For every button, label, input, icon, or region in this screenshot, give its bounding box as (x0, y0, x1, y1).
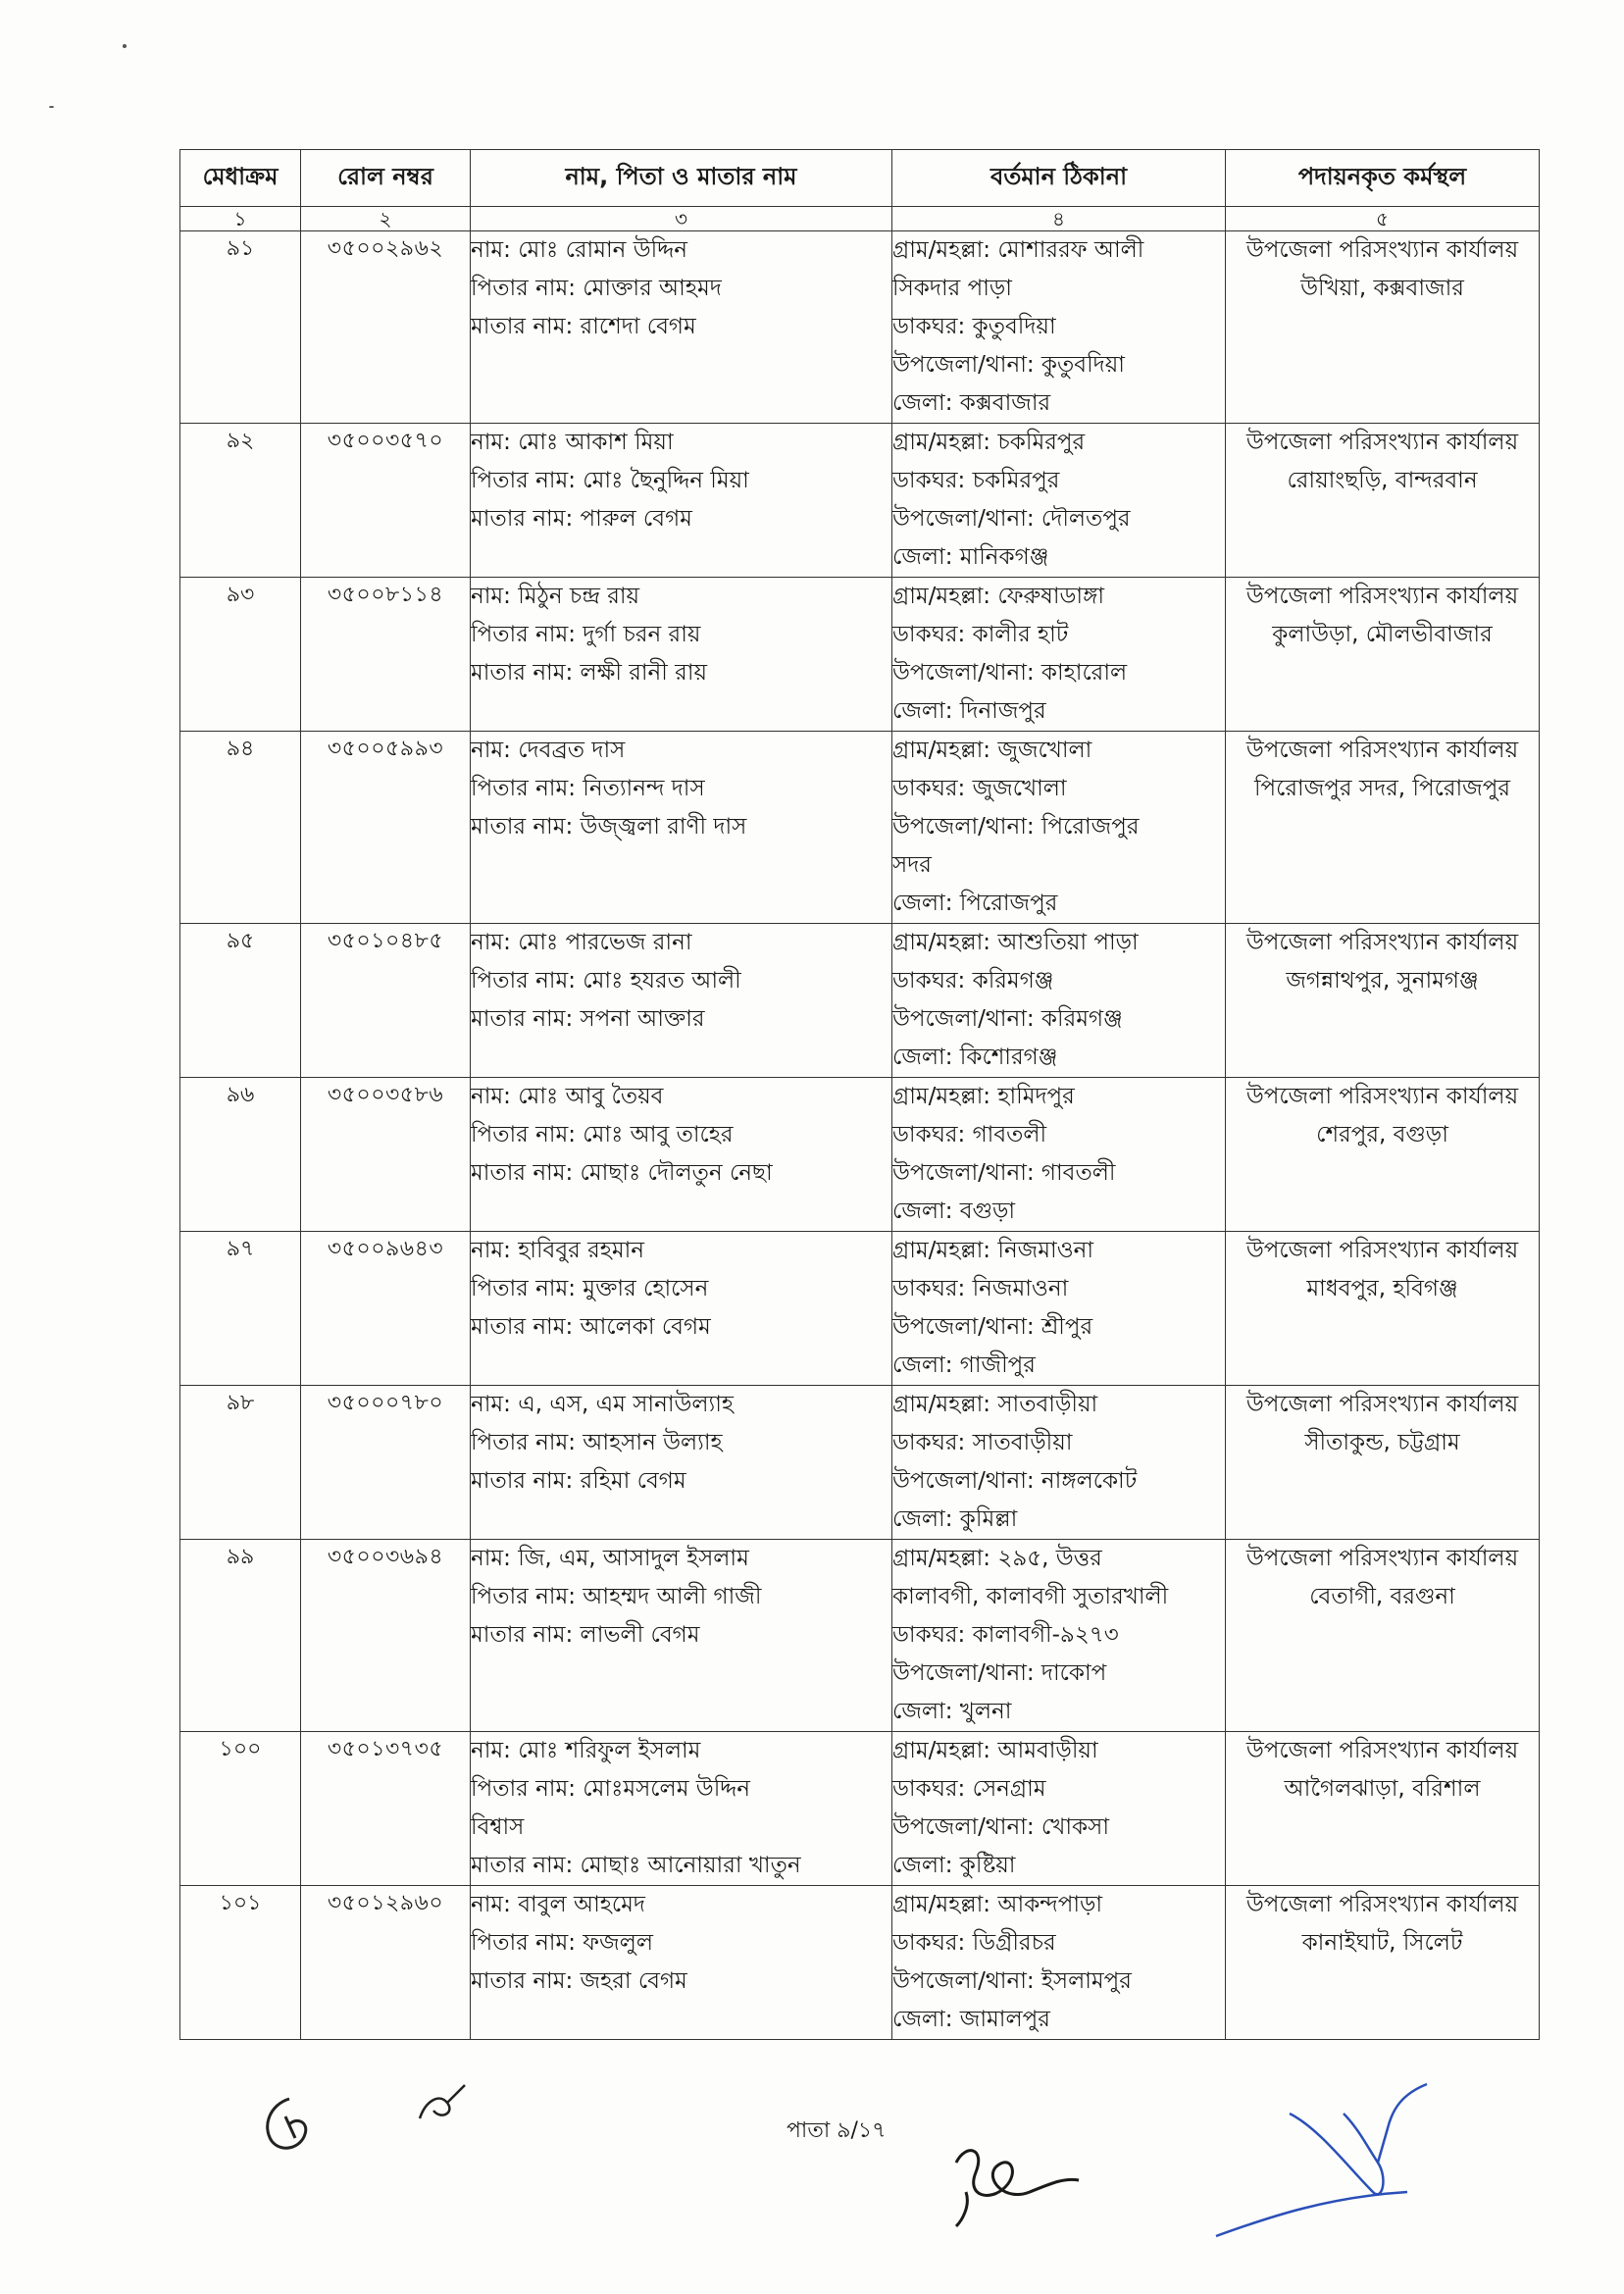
address-line: গ্রাম/মহল্লা: মোশাররফ আলী (892, 237, 1144, 263)
posting-cell (1226, 924, 1540, 1078)
page-number: পাতা ৯/১৭ (787, 2118, 887, 2143)
header-names: নাম, পিতা ও মাতার নাম (471, 150, 892, 207)
table-row (180, 1732, 1540, 1886)
address-line: ডাকঘর: নিজমাওনা (892, 1276, 1069, 1301)
candidate-names-cell (471, 924, 892, 1078)
address-cell (892, 1078, 1226, 1232)
posting-line: উপজেলা পরিসংখ্যান কার্যালয় (1245, 1892, 1519, 1917)
name-line: পিতার নাম: আহম্মদ আলী গাজী (471, 1584, 762, 1609)
column-number: ৪ (892, 207, 1226, 231)
candidate-names-cell (471, 1078, 892, 1232)
merit-number: ৯২ (180, 424, 301, 578)
merit-number: ৯৯ (180, 1540, 301, 1732)
table-row (180, 924, 1540, 1078)
posting-cell (1226, 1232, 1540, 1386)
address-line: ডাকঘর: গাবতলী (892, 1122, 1047, 1147)
posting-line: উপজেলা পরিসংখ্যান কার্যালয় (1245, 1546, 1519, 1571)
posting-line: উপজেলা পরিসংখ্যান কার্যালয় (1245, 1084, 1519, 1109)
address-cell (892, 1386, 1226, 1540)
name-line: নাম: দেবব্রত দাস (471, 738, 626, 763)
address-line: ডাকঘর: চকমিরপুর (892, 468, 1060, 493)
candidate-names-cell (471, 1886, 892, 2040)
table-row (180, 1886, 1540, 2040)
address-line: জেলা: খুলনা (892, 1699, 1012, 1724)
posting-line: উপজেলা পরিসংখ্যান কার্যালয় (1245, 930, 1519, 955)
address-line: গ্রাম/মহল্লা: হামিদপুর (892, 1084, 1075, 1109)
merit-number: ৯৩ (180, 578, 301, 732)
roll-number: ৩৫০০৩৫৭০ (301, 424, 471, 578)
name-line: মাতার নাম: রাশেদা বেগম (471, 314, 696, 339)
posting-cell (1226, 732, 1540, 924)
name-line: মাতার নাম: মোছাঃ আনোয়ারা খাতুন (471, 1853, 801, 1878)
candidate-names-cell (471, 1540, 892, 1732)
table-row (180, 424, 1540, 578)
posting-cell (1226, 1386, 1540, 1540)
address-line: জেলা: মানিকগঞ্জ (892, 544, 1049, 570)
address-line: উপজেলা/থানা: শ্রীপুর (892, 1314, 1093, 1340)
name-line: নাম: মোঃ পারভেজ রানা (471, 930, 692, 955)
address-line: জেলা: বগুড়া (892, 1198, 1016, 1224)
roll-number: ৩৫০০৯৬৪৩ (301, 1232, 471, 1386)
handwritten-initial-left (250, 2087, 338, 2156)
name-line: মাতার নাম: পারুল বেগম (471, 506, 692, 532)
merit-number: ৯৪ (180, 732, 301, 924)
address-cell (892, 231, 1226, 424)
signature-blue (1211, 2069, 1446, 2256)
column-number: ৩ (471, 207, 892, 231)
name-line: মাতার নাম: রহিমা বেগম (471, 1468, 686, 1494)
name-line: মাতার নাম: মোছাঃ দৌলতুন নেছা (471, 1160, 773, 1186)
merit-list-table (179, 149, 1540, 2040)
address-line: গ্রাম/মহল্লা: জুজখোলা (892, 738, 1092, 763)
header-address: বর্তমান ঠিকানা (892, 150, 1226, 207)
posting-line: বেতাগী, বরগুনা (1309, 1584, 1455, 1609)
address-line: সদর (892, 852, 932, 878)
address-line: উপজেলা/থানা: কাহারোল (892, 660, 1128, 686)
posting-line: কুলাউড়া, মৌলভীবাজার (1272, 622, 1493, 647)
roll-number: ৩৫০১৩৭৩৫ (301, 1732, 471, 1886)
table-row (180, 1232, 1540, 1386)
address-line: উপজেলা/থানা: পিরোজপুর (892, 814, 1140, 840)
address-line: ডাকঘর: জুজখোলা (892, 776, 1067, 801)
posting-line: উপজেলা পরিসংখ্যান কার্যালয় (1245, 584, 1519, 609)
name-line: মাতার নাম: লক্ষী রানী রায় (471, 660, 708, 686)
table-header-row (180, 150, 1540, 207)
name-line: পিতার নাম: মোঃ হযরত আলী (471, 968, 741, 994)
address-line: ডাকঘর: কুতুবদিয়া (892, 314, 1056, 339)
address-line: গ্রাম/মহল্লা: নিজমাওনা (892, 1238, 1094, 1263)
address-line: জেলা: কিশোরগঞ্জ (892, 1045, 1058, 1070)
address-line: গ্রাম/মহল্লা: ফেরুষাডাঙ্গা (892, 584, 1105, 609)
posting-line: সীতাকুন্ড, চট্টগ্রাম (1304, 1430, 1460, 1455)
name-line: নাম: মোঃ রোমান উদ্দিন (471, 237, 687, 263)
name-line: পিতার নাম: মোঃ ছৈনুদ্দিন মিয়া (471, 468, 749, 493)
table-row (180, 1386, 1540, 1540)
posting-cell (1226, 1886, 1540, 2040)
address-line: গ্রাম/মহল্লা: আকন্দপাড়া (892, 1892, 1103, 1917)
table-row (180, 732, 1540, 924)
address-line: উপজেলা/থানা: খোকসা (892, 1814, 1109, 1840)
posting-cell (1226, 424, 1540, 578)
address-line: উপজেলা/থানা: দৌলতপুর (892, 506, 1131, 532)
name-line: নাম: মোঃ আবু তৈয়ব (471, 1084, 664, 1109)
address-line: জেলা: গাজীপুর (892, 1352, 1036, 1378)
name-line: মাতার নাম: আলেকা বেগম (471, 1314, 711, 1340)
address-line: সিকদার পাড়া (892, 276, 1012, 301)
posting-line: উপজেলা পরিসংখ্যান কার্যালয় (1245, 1392, 1519, 1417)
name-line: নাম: হাবিবুর রহমান (471, 1238, 645, 1263)
address-line: ডাকঘর: কালীর হাট (892, 622, 1069, 647)
name-line: পিতার নাম: দুর্গা চরন রায় (471, 622, 701, 647)
address-line: জেলা: কুষ্টিয়া (892, 1853, 1016, 1878)
posting-cell (1226, 1540, 1540, 1732)
table-row (180, 1078, 1540, 1232)
name-line: নাম: জি, এম, আসাদুল ইসলাম (471, 1546, 749, 1571)
candidate-names-cell (471, 1732, 892, 1886)
address-cell (892, 1732, 1226, 1886)
name-line: নাম: এ, এস, এম সানাউল্যাহ (471, 1392, 734, 1417)
merit-number: ১০০ (180, 1732, 301, 1886)
address-cell (892, 1232, 1226, 1386)
roll-number: ৩৫০০২৯৬২ (301, 231, 471, 424)
column-number: ২ (301, 207, 471, 231)
posting-line: উপজেলা পরিসংখ্যান কার্যালয় (1245, 430, 1519, 455)
name-line: বিশ্বাস (471, 1814, 525, 1840)
posting-cell (1226, 578, 1540, 732)
name-line: নাম: বাবুল আহমেদ (471, 1892, 645, 1917)
address-line: গ্রাম/মহল্লা: ২৯৫, উত্তর (892, 1546, 1102, 1571)
name-line: নাম: মিঠুন চন্দ্র রায় (471, 584, 640, 609)
address-line: গ্রাম/মহল্লা: চকমিরপুর (892, 430, 1086, 455)
posting-line: উপজেলা পরিসংখ্যান কার্যালয় (1245, 1238, 1519, 1263)
table-row (180, 1540, 1540, 1732)
address-cell (892, 578, 1226, 732)
merit-number: ৯৭ (180, 1232, 301, 1386)
candidate-names-cell (471, 424, 892, 578)
posting-line: উপজেলা পরিসংখ্যান কার্যালয় (1245, 738, 1519, 763)
address-line: গ্রাম/মহল্লা: আমবাড়ীয়া (892, 1738, 1098, 1763)
name-line: পিতার নাম: আহসান উল্যাহ (471, 1430, 723, 1455)
roll-number: ৩৫০০৫৯৯৩ (301, 732, 471, 924)
address-line: গ্রাম/মহল্লা: আশুতিয়া পাড়া (892, 930, 1139, 955)
address-cell (892, 1540, 1226, 1732)
posting-line: শেরপুর, বগুড়া (1316, 1122, 1448, 1147)
address-line: জেলা: পিরোজপুর (892, 891, 1058, 916)
handwritten-initial-middle (412, 2079, 471, 2128)
address-line: জেলা: জামালপুর (892, 2007, 1050, 2032)
address-line: উপজেলা/থানা: নাঙ্গলকোট (892, 1468, 1138, 1494)
name-line: পিতার নাম: ফজলুল (471, 1930, 653, 1956)
roll-number: ৩৫০০৩৬৯৪ (301, 1540, 471, 1732)
name-line: পিতার নাম: মোঃ আবু তাহের (471, 1122, 734, 1147)
address-line: ডাকঘর: সাতবাড়ীয়া (892, 1430, 1073, 1455)
candidate-names-cell (471, 1232, 892, 1386)
posting-line: আগৈলঝাড়া, বরিশাল (1284, 1776, 1481, 1802)
scan-speck (49, 106, 54, 108)
name-line: পিতার নাম: মুক্তার হোসেন (471, 1276, 709, 1301)
posting-cell (1226, 1078, 1540, 1232)
roll-number: ৩৫০১০৪৮৫ (301, 924, 471, 1078)
address-cell (892, 732, 1226, 924)
posting-line: উপজেলা পরিসংখ্যান কার্যালয় (1245, 1738, 1519, 1763)
address-cell (892, 424, 1226, 578)
candidate-names-cell (471, 1386, 892, 1540)
scan-speck (123, 44, 127, 48)
merit-number: ৯৫ (180, 924, 301, 1078)
candidate-names-cell (471, 732, 892, 924)
address-line: উপজেলা/থানা: কুতুবদিয়া (892, 352, 1125, 378)
name-line: মাতার নাম: লাভলী বেগম (471, 1622, 700, 1648)
roll-number: ৩৫০১২৯৬০ (301, 1886, 471, 2040)
address-line: গ্রাম/মহল্লা: সাতবাড়ীয়া (892, 1392, 1098, 1417)
address-line: উপজেলা/থানা: গাবতলী (892, 1160, 1116, 1186)
merit-number: ৯৮ (180, 1386, 301, 1540)
name-line: মাতার নাম: উজ্জ্বলা রাণী দাস (471, 814, 747, 840)
posting-line: উপজেলা পরিসংখ্যান কার্যালয় (1245, 237, 1519, 263)
address-line: কালাবগী, কালাবগী সুতারখালী (892, 1584, 1169, 1609)
posting-line: পিরোজপুর সদর, পিরোজপুর (1253, 776, 1511, 801)
merit-number: ৯১ (180, 231, 301, 424)
posting-line: মাধবপুর, হবিগঞ্জ (1306, 1276, 1458, 1301)
name-line: নাম: মোঃ আকাশ মিয়া (471, 430, 674, 455)
address-line: ডাকঘর: কালাবগী-৯২৭৩ (892, 1622, 1119, 1648)
address-cell (892, 924, 1226, 1078)
header-roll: রোল নম্বর (301, 150, 471, 207)
address-line: ডাকঘর: সেনগ্রাম (892, 1776, 1046, 1802)
signature-scribble (937, 2133, 1084, 2231)
column-number: ১ (180, 207, 301, 231)
roll-number: ৩৫০০০৭৮০ (301, 1386, 471, 1540)
roll-number: ৩৫০০৩৫৮৬ (301, 1078, 471, 1232)
header-posting: পদায়নকৃত কর্মস্থল (1226, 150, 1540, 207)
address-line: জেলা: দিনাজপুর (892, 698, 1046, 724)
posting-cell (1226, 1732, 1540, 1886)
address-line: উপজেলা/থানা: দাকোপ (892, 1660, 1107, 1686)
address-line: জেলা: কুমিল্লা (892, 1506, 1018, 1532)
column-number-row (180, 207, 1540, 231)
posting-line: কানাইঘাট, সিলেট (1301, 1930, 1463, 1956)
name-line: মাতার নাম: সপনা আক্তার (471, 1006, 705, 1032)
table-row (180, 578, 1540, 732)
posting-line: উখিয়া, কক্সবাজার (1300, 276, 1464, 301)
column-number: ৫ (1226, 207, 1540, 231)
name-line: নাম: মোঃ শরিফুল ইসলাম (471, 1738, 701, 1763)
posting-line: রোয়াংছড়ি, বান্দরবান (1287, 468, 1478, 493)
name-line: পিতার নাম: মোক্তার আহমদ (471, 276, 722, 301)
merit-number: ৯৬ (180, 1078, 301, 1232)
candidate-names-cell (471, 231, 892, 424)
name-line: মাতার নাম: জহরা বেগম (471, 1968, 687, 1994)
merit-number: ১০১ (180, 1886, 301, 2040)
name-line: পিতার নাম: মোঃমসলেম উদ্দিন (471, 1776, 751, 1802)
address-cell (892, 1886, 1226, 2040)
roll-number: ৩৫০০৮১১৪ (301, 578, 471, 732)
address-line: উপজেলা/থানা: ইসলামপুর (892, 1968, 1132, 1994)
table-body (180, 231, 1540, 2040)
address-line: জেলা: কক্সবাজার (892, 390, 1051, 416)
candidate-names-cell (471, 578, 892, 732)
table-row (180, 231, 1540, 424)
posting-cell (1226, 231, 1540, 424)
address-line: উপজেলা/থানা: করিমগঞ্জ (892, 1006, 1123, 1032)
name-line: পিতার নাম: নিত্যানন্দ দাস (471, 776, 705, 801)
posting-line: জগন্নাথপুর, সুনামগঞ্জ (1286, 968, 1479, 994)
address-line: ডাকঘর: ডিগ্রীরচর (892, 1930, 1056, 1956)
header-merit: মেধাক্রম (180, 150, 301, 207)
address-line: ডাকঘর: করিমগঞ্জ (892, 968, 1054, 994)
